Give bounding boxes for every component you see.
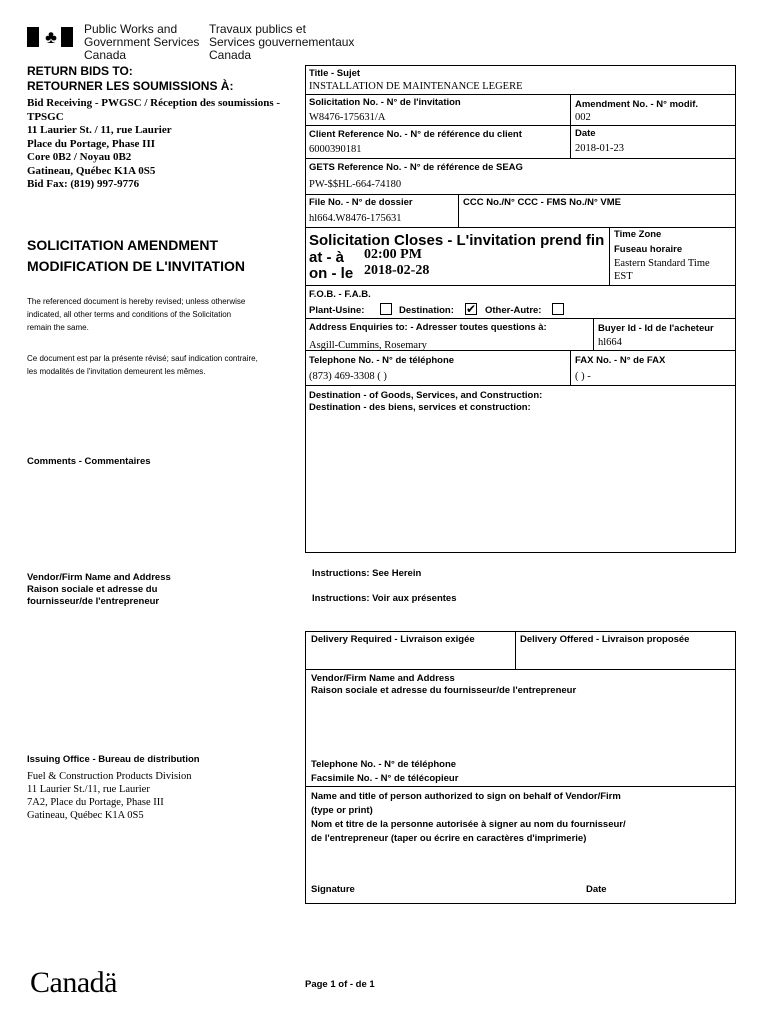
- address-enquiries-value: Asgill-Cummins, Rosemary: [309, 340, 427, 351]
- issuing-office-address: Fuel & Construction Products Division 11 Laurier St./11, rue Laurier 7A2, Place du Portage, Phase III Gatineau, Québec K1A 0S5: [27, 771, 192, 821]
- on-label: on - le: [309, 265, 354, 282]
- date-label: Date: [575, 128, 596, 139]
- time-zone-value: Eastern Standard Time EST: [614, 258, 710, 282]
- fob-label: F.O.B. - F.A.B.: [309, 289, 371, 300]
- title-label: Title - Sujet: [309, 68, 361, 79]
- canada-flag-icon: ♣: [27, 27, 75, 47]
- file-number-value: hl664.W8476-175631: [309, 213, 402, 224]
- delivery-required-label: Delivery Required - Livraison exigée: [311, 634, 475, 645]
- gets-reference-label: GETS Reference No. - N° de référence de SEAG: [309, 162, 523, 173]
- issuing-office-label: Issuing Office - Bureau de distribution: [27, 754, 200, 765]
- plant-usine-checkbox[interactable]: [380, 303, 392, 315]
- date-value: 2018-01-23: [575, 143, 624, 154]
- amendment-number-value: 002: [575, 112, 591, 123]
- file-number-label: File No. - N° de dossier: [309, 197, 413, 208]
- signature-label: Signature: [311, 884, 355, 895]
- time-zone-label: Time Zone Fuseau horaire: [614, 229, 683, 255]
- authorized-person-label: Name and title of person authorized to sign on behalf of Vendor/Firm (type or print) Nom et titre de la personne autorisée à signer au nom du fournisseur/ de l'entrepreneur (taper ou écrire en caractères d'imprimerie): [311, 791, 626, 844]
- destination-checkbox[interactable]: ✔: [466, 302, 477, 316]
- delivery-offered-label: Delivery Offered - Livraison proposée: [520, 634, 690, 645]
- other-autre-checkbox[interactable]: [552, 303, 564, 315]
- amendment-title: SOLICITATION AMENDMENT MODIFICATION DE L'INVITATION: [27, 237, 245, 274]
- signature-date-label: Date: [586, 884, 607, 895]
- buyer-id-label: Buyer Id - Id de l'acheteur: [598, 323, 714, 334]
- ccc-number-label: CCC No./N° CCC - FMS No./N° VME: [463, 197, 622, 208]
- department-name-fr: Travaux publics et Services gouvernementaux Canada: [209, 22, 355, 62]
- fax-label: FAX No. - N° de FAX: [575, 355, 666, 366]
- telephone-label: Telephone No. - N° de téléphone: [309, 355, 455, 366]
- other-autre-label: Other-Autre:: [485, 305, 542, 316]
- title-value: INSTALLATION DE MAINTENANCE LEGERE: [309, 81, 523, 92]
- gets-reference-value: PW-$$HL-664-74180: [309, 179, 402, 190]
- vendor-name-label: Vendor/Firm Name and Address Raison sociale et adresse du fournisseur/de l'entrepreneur: [311, 673, 577, 696]
- destination-label: Destination:: [399, 305, 454, 316]
- closing-date-value: 2018-02-28: [364, 263, 430, 278]
- instructions-en: Instructions: See Herein: [312, 568, 422, 579]
- telephone-value: (873) 469-3308 ( ): [309, 371, 387, 382]
- department-name-en: Public Works and Government Services Canada: [84, 22, 200, 62]
- instructions-fr: Instructions: Voir aux présentes: [312, 593, 457, 604]
- solicitation-number-value: W8476-175631/A: [309, 112, 386, 123]
- solicitation-closes-heading: Solicitation Closes - L'invitation prend fin: [309, 232, 605, 249]
- solicitation-number-label: Solicitation No. - N° de l'invitation: [309, 97, 461, 108]
- amendment-number-label: Amendment No. - N° modif.: [575, 99, 699, 110]
- client-reference-value: 6000390181: [309, 144, 362, 155]
- plant-usine-label: Plant-Usine:: [309, 305, 365, 316]
- return-bids-heading: RETURN BIDS TO: RETOURNER LES SOUMISSIONS À:: [27, 64, 234, 93]
- fax-value: ( ) -: [575, 371, 591, 382]
- vendor-label-left: Vendor/Firm Name and Address Raison sociale et adresse du fournisseur/de l'entrepreneur: [27, 572, 171, 607]
- comments-label: Comments - Commentaires: [27, 456, 151, 467]
- canada-wordmark: Canadä: [30, 966, 117, 999]
- telephone-facsimile-labels: Telephone No. - N° de téléphone Facsimile No. - N° de télécopieur: [311, 759, 459, 784]
- notice-english: The referenced document is hereby revised; unless otherwise indicated, all other terms and conditions of the Solicitation remain the same.: [27, 297, 246, 332]
- notice-french: Ce document est par la présente révisé; sauf indication contraire, les modalités de l'invitation demeurent les mêmes.: [27, 354, 258, 376]
- address-enquiries-label: Address Enquiries to: - Adresser toutes questions à:: [309, 322, 547, 333]
- destination-goods-label: Destination - of Goods, Services, and Construction: Destination - des biens, services et construction:: [309, 390, 543, 413]
- client-reference-label: Client Reference No. - N° de référence du client: [309, 129, 522, 140]
- page-number: Page 1 of - de 1: [305, 979, 375, 990]
- at-label: at - à: [309, 249, 345, 266]
- closing-time-value: 02:00 PM: [364, 247, 422, 262]
- buyer-id-value: hl664: [598, 337, 622, 348]
- bid-receiving-address: Bid Receiving - PWGSC / Réception des soumissions - TPSGC 11 Laurier St. / 11, rue Laurier Place du Portage, Phase III Core 0B2 / Noyau 0B2 Gatineau, Québec K1A 0S5 Bid Fax: (819) 997-9776: [27, 97, 281, 190]
